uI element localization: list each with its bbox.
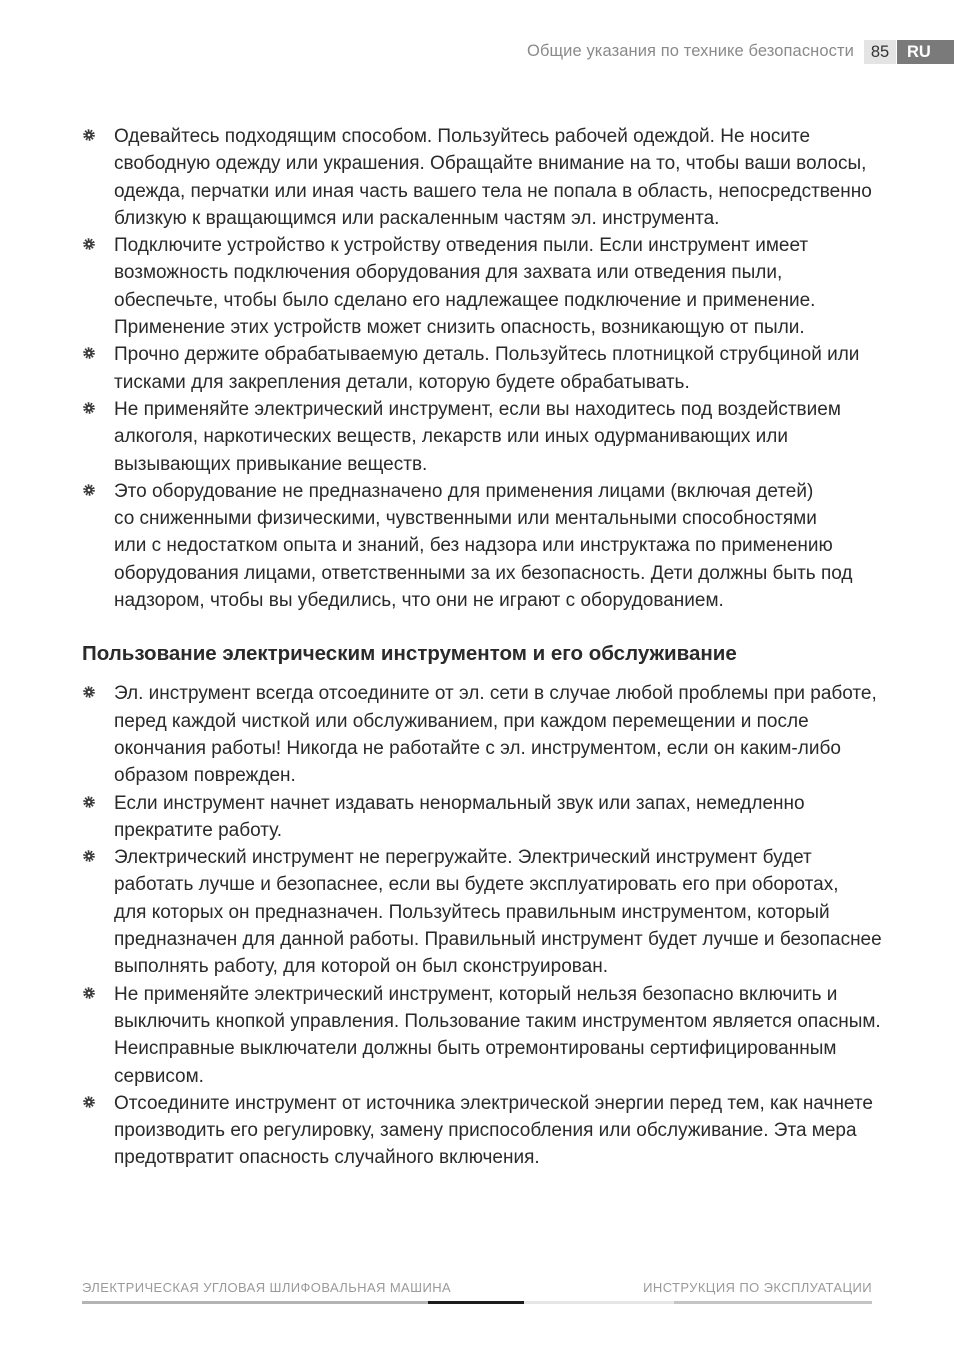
list-item-text-line: надзором, чтобы вы убедились, что они не играют с оборудованием. (114, 590, 724, 612)
list-item-text-line: одежда, перчатки или иная часть вашего тела не попала в область, непосредственно (114, 180, 872, 202)
list-item (82, 232, 882, 341)
list-item-text-line: производить его регулировку, замену приспособления или обслуживание. Эта мера (114, 1120, 857, 1142)
safety-list-general (82, 123, 882, 614)
list-item-text-line: Не применяйте электрический инструмент, который нельзя безопасно включить и (114, 983, 838, 1005)
list-item-text-line: свободную одежду или украшения. Обращайте внимание на то, чтобы ваши волосы, (114, 153, 867, 175)
list-item (82, 790, 882, 845)
list-item-text-line: Неисправные выключатели должны быть отремонтированы сертифицированным (114, 1038, 837, 1060)
list-item-text-line: Это оборудование не предназначено для применения лицами (включая детей) (114, 480, 814, 502)
gear-bullet-icon (83, 347, 95, 359)
gear-bullet-icon (83, 238, 95, 250)
list-item-text-line: возможность подключения оборудования для захвата или отведения пыли, (114, 262, 783, 284)
gear-bullet-icon (83, 1096, 95, 1108)
list-item-text-line: выключить кнопкой управления. Пользование таким инструментом является опасным. (114, 1010, 881, 1032)
list-item-text-line: Подключите устройство к устройству отведения пыли. Если инструмент имеет (114, 235, 809, 257)
safety-list-tool-use (82, 680, 882, 1171)
list-item-text-line: Применение этих устройств может снизить опасность, возникающую от пыли. (114, 317, 805, 339)
footer-document-type: ИНСТРУКЦИЯ ПО ЭКСПЛУАТАЦИИ (643, 1280, 872, 1295)
list-item-text-line: Не применяйте электрический инструмент, если вы находитесь под воздействием (114, 398, 841, 420)
gear-bullet-icon (83, 850, 95, 862)
list-item-text-line: или с недостатком опыта и знаний, без надзора или инструктажа по применению (114, 535, 833, 557)
list-item-text-line: алкоголя, наркотических веществ, лекарств или иных одурманивающих или (114, 426, 788, 448)
gear-bullet-icon (83, 129, 95, 141)
list-item (82, 981, 882, 1090)
list-item (82, 123, 882, 232)
gear-bullet-icon (83, 402, 95, 414)
page-number: 85 (864, 40, 896, 64)
list-item-text-line: Отсоедините инструмент от источника электрической энергии перед тем, как начнете (114, 1092, 873, 1114)
list-item (82, 680, 882, 789)
gear-bullet-icon (83, 686, 95, 698)
gear-bullet-icon (83, 796, 95, 808)
list-item-text-line: окончания работы! Никогда не работайте с эл. инструментом, если он каким-либо (114, 737, 841, 759)
gear-bullet-icon (83, 484, 95, 496)
list-item (82, 396, 882, 478)
list-item-text-line: Эл. инструмент всегда отсоедините от эл. сети в случае любой проблемы при работе, (114, 683, 877, 705)
list-item-text-line: прекратите работу. (114, 819, 283, 841)
list-item-text-line: обеспечьте, чтобы было сделано его надлежащее подключение и применение. (114, 289, 816, 311)
page-content (82, 123, 882, 1172)
list-item (82, 1090, 882, 1172)
list-item-text-line: вызывающих привыкание веществ. (114, 453, 428, 475)
list-item-text-line: оборудования лицами, ответственными за их безопасность. Дети должны быть под (114, 562, 853, 584)
list-item-text-line: работать лучше и безопаснее, если вы будете эксплуатировать его при оборотах, (114, 874, 839, 896)
list-item-text-line: близкую к вращающимся или раскаленным частям эл. инструмента. (114, 207, 720, 229)
list-item-text-line: со сниженными физическими, чувственными или ментальными способностями (114, 508, 817, 530)
list-item-text-line: Если инструмент начнет издавать ненормальный звук или запах, немедленно (114, 792, 805, 814)
list-item-text-line: Прочно держите обрабатываемую деталь. Пользуйтесь плотницкой струбциной или (114, 344, 860, 366)
footer-rule-segment (82, 1301, 428, 1304)
footer-rule-segment (524, 1301, 674, 1304)
list-item-text-line: тисками для закрепления детали, которую будете обрабатывать. (114, 371, 690, 393)
list-item-text-line: для которых он предназначен. Пользуйтесь правильным инструментом, который (114, 901, 830, 923)
list-item-text-line: Одевайтесь подходящим способом. Пользуйтесь рабочей одеждой. Не носите (114, 126, 811, 147)
language-badge: RU (897, 40, 954, 64)
list-item (82, 478, 882, 614)
list-item-text-line: выполнять работу, для которой он был сконструирован. (114, 956, 609, 978)
footer-product-name: ЭЛЕКТРИЧЕСКАЯ УГЛОВАЯ ШЛИФОВАЛЬНАЯ МАШИНА (82, 1280, 452, 1295)
footer-rule-segment (674, 1301, 872, 1304)
list-item-text-line: предназначен для данной работы. Правильный инструмент будет лучше и безопаснее (114, 929, 882, 951)
section-heading: Пользование электрическим инструментом и его обслуживание (82, 642, 737, 666)
footer-rule-segment (428, 1301, 524, 1304)
list-item-text-line: перед каждой чисткой или обслуживанием, при каждом перемещении и после (114, 710, 809, 732)
list-item (82, 844, 882, 980)
list-item-text-line: образом поврежден. (114, 765, 296, 787)
list-item-text-line: сервисом. (114, 1065, 204, 1087)
list-item-text-line: предотвратит опасность случайного включения. (114, 1147, 540, 1169)
running-header-title: Общие указания по технике безопасности (527, 42, 854, 60)
list-item (82, 341, 882, 396)
list-item-text-line: Электрический инструмент не перегружайте. Электрический инструмент будет (114, 847, 812, 869)
gear-bullet-icon (83, 987, 95, 999)
